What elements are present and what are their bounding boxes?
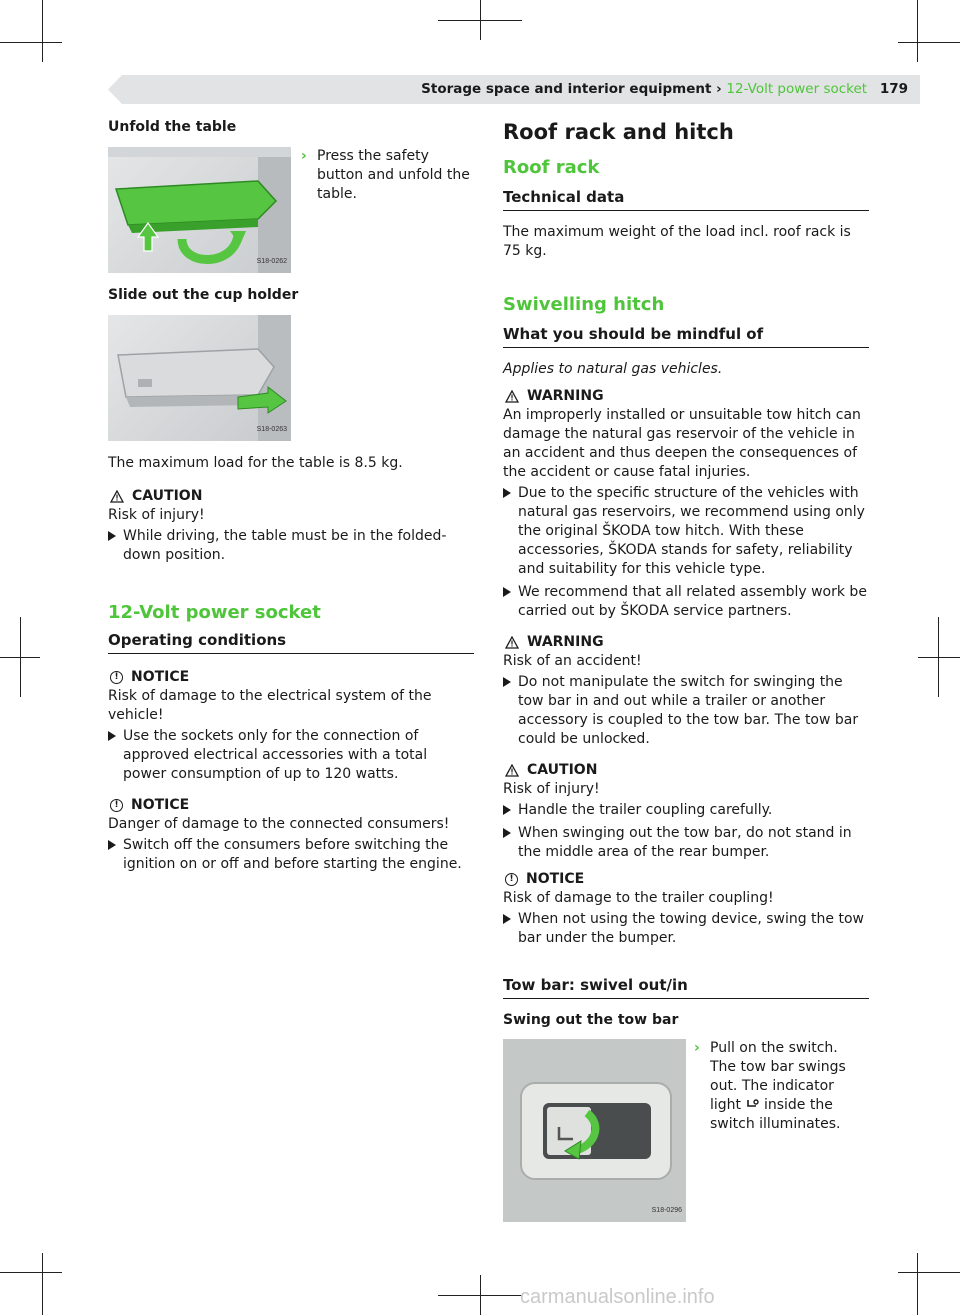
notice-right-title: NOTICE — [526, 871, 585, 887]
notice-box-1 — [108, 668, 474, 784]
caution-right-bullet-2-text: When swinging out the tow bar, do not stand in the middle area of the rear bumper. — [518, 825, 852, 860]
warning2-title-row — [503, 633, 869, 652]
max-load-text: The maximum load for the table is 8.5 kg. — [108, 455, 403, 471]
caution-box-right — [503, 761, 869, 862]
header-subsection: 12-Volt power socket — [726, 81, 868, 97]
caution-right-text: Risk of injury! — [503, 781, 600, 797]
slide-title: Slide out the cup holder — [108, 287, 299, 303]
notice2-text: Danger of damage to the connected consumers! — [108, 816, 450, 832]
notice1-text: Risk of damage to the electrical system of the vehicle! — [108, 688, 432, 723]
warning-triangle-icon — [505, 390, 519, 403]
warning2-bullet-1 — [503, 673, 869, 749]
crop-mark — [0, 1272, 62, 1273]
bullet-arrow-icon — [108, 527, 117, 565]
swing-title: Swing out the tow bar — [503, 1012, 679, 1028]
caution-right-bullet-2 — [503, 824, 869, 862]
bullet-arrow-icon — [108, 836, 117, 874]
notice-icon: ! — [505, 873, 518, 886]
crop-mark — [42, 0, 43, 62]
crop-mark — [42, 1253, 43, 1315]
notice2-bullet-text: Switch off the consumers before switching the ignition on or off and before starting the engine. — [123, 837, 462, 872]
crop-mark — [917, 1253, 918, 1315]
warning1-bullet-1 — [503, 484, 869, 579]
unfold-title: Unfold the table — [108, 119, 237, 135]
running-header — [421, 80, 908, 99]
crop-mark — [917, 0, 918, 62]
swing-step — [694, 1039, 866, 1222]
bullet-arrow-icon — [503, 910, 512, 948]
roof-text: The maximum weight of the load incl. roof rack is 75 kg. — [503, 224, 851, 259]
caution-right-title-row — [503, 761, 869, 780]
caution-text: Risk of injury! — [108, 507, 205, 523]
notice2-title-row — [108, 796, 474, 815]
crop-mark — [438, 20, 522, 21]
header-section: Storage space and interior equipment › — [421, 81, 722, 97]
caution-bullet — [108, 527, 474, 565]
tow-switch-illustration — [503, 1039, 686, 1222]
notice-right-bullet-1-text: When not using the towing device, swing the tow bar under the bumper. — [518, 911, 864, 946]
watermark: carmanualsonline.info — [520, 1286, 715, 1308]
swing-step-text-a: Pull on the switch. The tow bar swings out. The indicator light — [710, 1040, 846, 1113]
caution-right-bullet-1 — [503, 801, 869, 820]
warning1-bullet-1-text: Due to the specific structure of the vehicles with natural gas reservoirs, we recommend using only the original ŠKODA tow hitch. With these accessories, ŠKODA stands for safety, reliability and suitability for this vehicle type. — [518, 485, 865, 577]
bullet-arrow-icon — [503, 484, 512, 579]
roof-rack-heading: Roof rack — [503, 157, 600, 178]
left-column — [108, 118, 474, 874]
bullet-arrow-icon — [503, 801, 512, 820]
crop-mark — [0, 42, 62, 43]
main-heading: Roof rack and hitch — [503, 120, 734, 144]
warning1-bullet-2 — [503, 583, 869, 621]
image-code: S18-0263 — [256, 426, 287, 433]
notice1-bullet-text: Use the sockets only for the connection of approved electrical accessories with a total power consumption of up to 120 watts. — [123, 728, 428, 782]
notice-right-title-row — [503, 870, 869, 889]
step-chevron-icon: › — [694, 1040, 700, 1056]
warning1-title-row — [503, 387, 869, 406]
notice2-title: NOTICE — [131, 797, 190, 813]
swivel-heading: Swivelling hitch — [503, 294, 665, 315]
applies-text: Applies to natural gas vehicles. — [503, 361, 723, 377]
warning-triangle-icon — [505, 636, 519, 649]
bullet-arrow-icon — [503, 673, 512, 749]
notice-right-text: Risk of damage to the trailer coupling! — [503, 890, 774, 906]
image-code: S18-0262 — [256, 258, 287, 265]
notice2-bullet — [108, 836, 474, 874]
table-unfold-image — [108, 147, 291, 273]
notice1-title-row — [108, 668, 474, 687]
towbar-heading: Tow bar: swivel out/in — [503, 976, 869, 999]
warning1-title: WARNING — [527, 388, 604, 404]
caution-title-row — [108, 487, 474, 506]
crop-mark — [898, 1272, 960, 1273]
notice1-title: NOTICE — [131, 669, 190, 685]
warning2-text: Risk of an accident! — [503, 653, 642, 669]
crop-mark — [0, 657, 40, 658]
bullet-arrow-icon — [108, 727, 117, 784]
socket-heading: 12-Volt power socket — [108, 602, 321, 623]
notice-icon: ! — [110, 671, 123, 684]
bullet-arrow-icon — [503, 583, 512, 621]
caution-box — [108, 487, 474, 565]
crop-mark — [898, 42, 960, 43]
swing-step-text — [710, 1039, 866, 1222]
notice-icon: ! — [110, 799, 123, 812]
technical-data-heading: Technical data — [503, 188, 869, 211]
caution-bullet-text: While driving, the table must be in the folded-down position. — [123, 528, 447, 563]
warning-box-1 — [503, 387, 869, 621]
page-number: 179 — [879, 81, 908, 97]
caution-right-bullet-1-text: Handle the trailer coupling carefully. — [518, 802, 773, 818]
swing-step-text-b: inside the switch illuminates. — [710, 1097, 841, 1132]
warning1-text: An improperly installed or unsuitable tow hitch can damage the natural gas reservoir of the vehicle in an accident and thus deepen the consequences of the accident or cause fatal injuries. — [503, 407, 861, 480]
notice1-bullet — [108, 727, 474, 784]
warning2-bullet-1-text: Do not manipulate the switch for swinging the tow bar in and out while a trailer or another accessory is coupled to the tow bar. The tow bar could be unlocked. — [518, 674, 859, 747]
caution-title: CAUTION — [132, 488, 203, 504]
notice-right-bullet-1 — [503, 910, 869, 948]
image-code: S18-0296 — [651, 1207, 682, 1214]
cup-holder-image — [108, 315, 291, 441]
tow-hitch-indicator-icon — [745, 1098, 759, 1110]
warning-triangle-icon — [110, 490, 124, 503]
operating-conditions-heading: Operating conditions — [108, 631, 474, 654]
notice-box-right — [503, 870, 869, 948]
warning2-title: WARNING — [527, 634, 604, 650]
tow-switch-image — [503, 1039, 686, 1222]
mindful-heading: What you should be mindful of — [503, 325, 869, 348]
warning-triangle-icon — [505, 764, 519, 777]
unfold-step-text: Press the safety button and unfold the table. — [317, 148, 470, 202]
unfold-step — [301, 147, 473, 273]
crop-mark — [918, 657, 960, 658]
caution-right-title: CAUTION — [527, 762, 598, 778]
crop-mark — [438, 1295, 522, 1296]
warning-box-2 — [503, 633, 869, 749]
notice-box-2 — [108, 796, 474, 874]
bullet-arrow-icon — [503, 824, 512, 862]
warning1-bullet-2-text: We recommend that all related assembly work be carried out by ŠKODA service partners. — [518, 584, 867, 619]
step-chevron-icon: › — [301, 148, 307, 164]
right-column — [503, 118, 869, 1222]
